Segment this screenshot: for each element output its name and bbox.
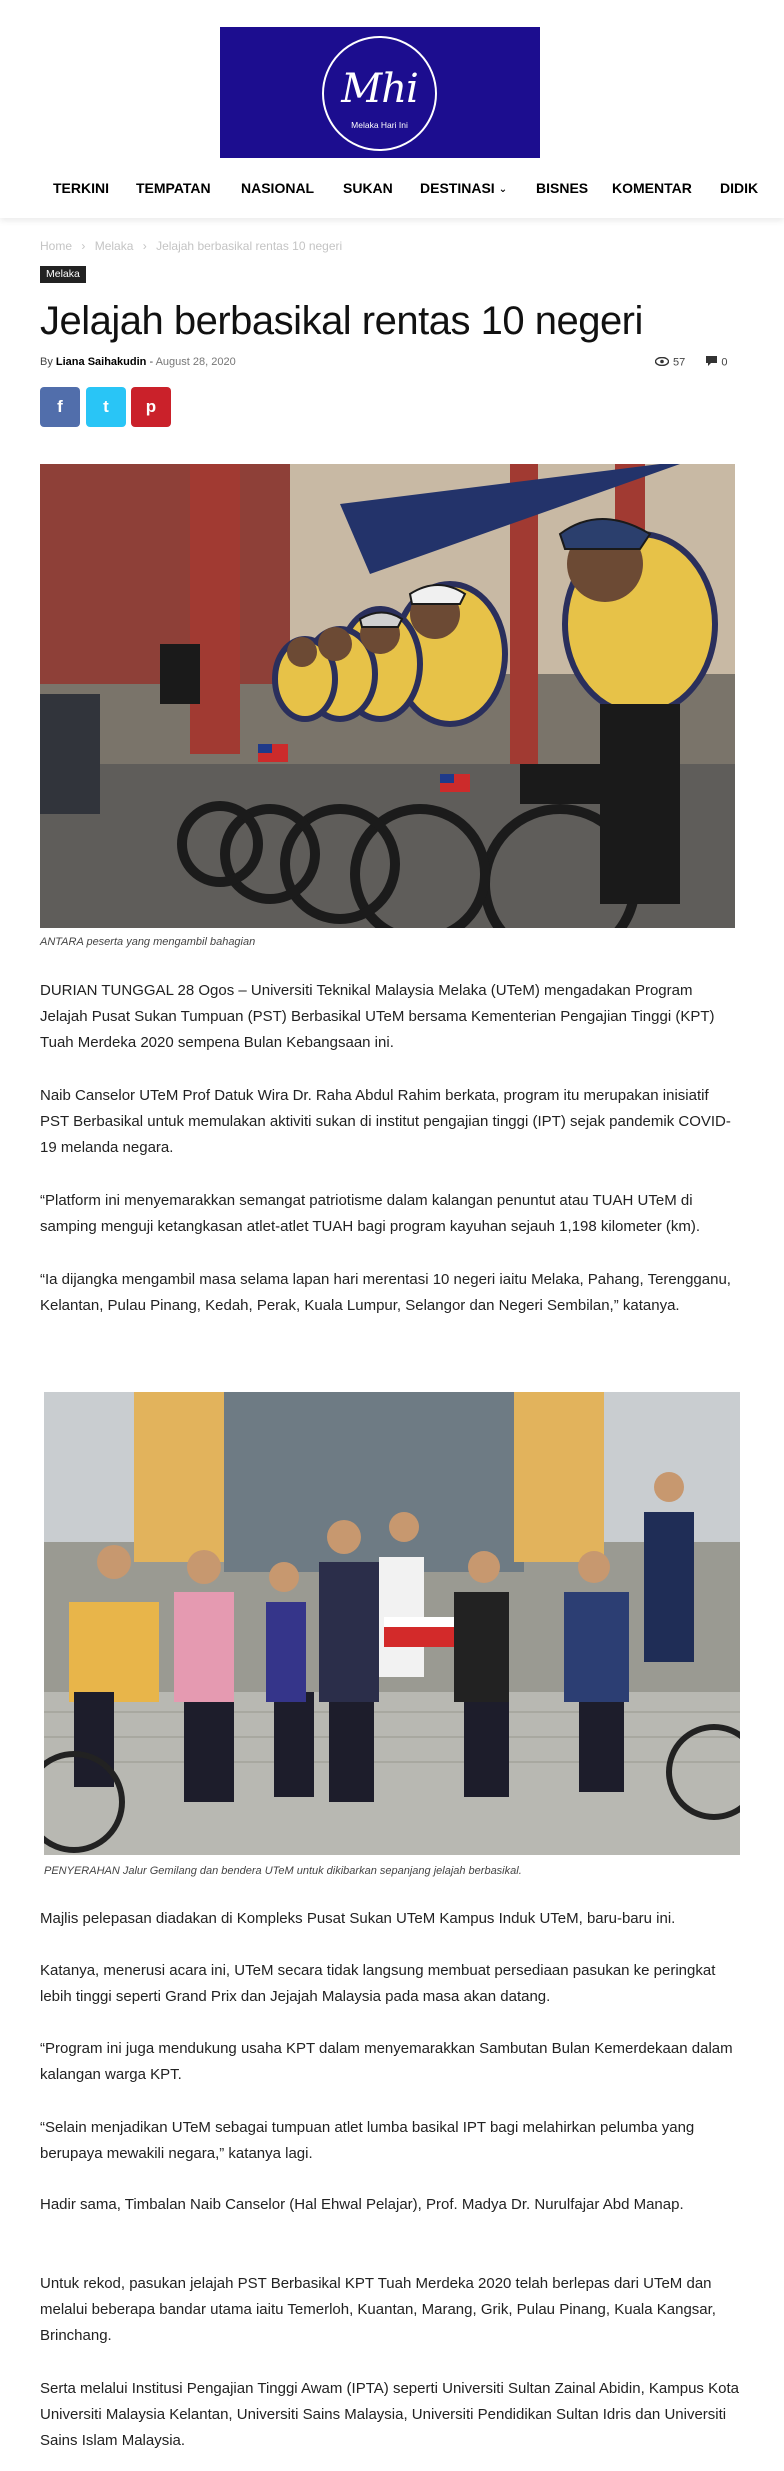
- nav-item-bisnes[interactable]: BISNES: [536, 180, 589, 196]
- article-paragraph: Katanya, menerusi acara ini, UTeM secara tidak langsung membuat persediaan pasukan ke peringkat lebih tinggi seperti Grand Prix dan Jejajah Malaysia pada masa akan datang.: [40, 1962, 716, 2005]
- article-paragraph: “Program ini juga mendukung usaha KPT dalam menyemarakkan Sambutan Bulan Kemerdekaan dalam kalangan warga KPT.: [40, 2040, 733, 2083]
- cyclists-photo: [40, 464, 735, 928]
- breadcrumb: [40, 239, 348, 253]
- article-paragraph: Majlis pelepasan diadakan di Kompleks Pusat Sukan UTeM Kampus Induk UTeM, baru-baru ini.: [40, 1910, 676, 1927]
- breadcrumb-home[interactable]: Home: [40, 239, 73, 253]
- photo-caption: PENYERAHAN Jalur Gemilang dan bendera UTeM untuk dikibarkan sepanjang jelajah berbasikal.: [44, 1865, 522, 1877]
- logo-circle: [322, 36, 437, 151]
- article-paragraph: DURIAN TUNGGAL 28 Ogos – Universiti Teknikal Malaysia Melaka (UTeM) mengadakan Program Jelajah Pusat Sukan Tumpuan (PST) Berbasikal UTeM bersama Kementerian Pengajian Tinggi (KPT) Tuah Merdeka 2020 sempena Bulan Kebangsaan ini.: [40, 982, 715, 1051]
- meta-separator: -: [149, 356, 154, 368]
- eye-icon: [655, 357, 669, 369]
- nav-item-sukan[interactable]: SUKAN: [343, 180, 393, 196]
- nav-item-destinasi[interactable]: [420, 180, 507, 196]
- breadcrumb-melaka[interactable]: Melaka: [94, 239, 134, 253]
- nav-item-komentar[interactable]: KOMENTAR: [612, 180, 692, 196]
- article-stats: [655, 356, 727, 369]
- article-meta: [40, 356, 236, 368]
- pinterest-share-button[interactable]: p: [131, 387, 171, 427]
- article-paragraph: Untuk rekod, pasukan jelajah PST Berbasikal KPT Tuah Merdeka 2020 telah berlepas dari UTeM dan melalui beberapa bandar utama iaitu Temerloh, Kuantan, Marang, Grik, Pulau Pinang, Kuala Kangsar, Brinchang.: [40, 2275, 716, 2344]
- comments-count[interactable]: 0: [721, 356, 728, 369]
- chevron-down-icon: ⌄: [498, 184, 508, 195]
- category-tag[interactable]: Melaka: [40, 266, 86, 283]
- site-header: [0, 0, 784, 218]
- article-paragraph: Hadir sama, Timbalan Naib Canselor (Hal Ehwal Pelajar), Prof. Madya Dr. Nurulfajar Abd Manap.: [40, 2196, 684, 2213]
- facebook-share-button[interactable]: f: [40, 387, 80, 427]
- article-paragraph: Serta melalui Institusi Pengajian Tinggi Awam (IPTA) seperti Universiti Sultan Zainal Abidin, Kampus Kota Universiti Malaysia Kelantan, Universiti Sains Malaysia, Universiti Pendidikan Sultan Idris dan Universiti Sains Islam Malaysia.: [40, 2380, 739, 2449]
- article-paragraph: “Selain menjadikan UTeM sebagai tumpuan atlet lumba basikal IPT bagi melahirkan pelumba yang berupaya mewakili negara,” katanya lagi.: [40, 2119, 695, 2162]
- nav-item-terkini[interactable]: TERKINI: [53, 180, 109, 196]
- by-label: By: [40, 356, 53, 368]
- main-nav: [0, 176, 784, 206]
- nav-item-destinasi-label: DESTINASI: [420, 180, 495, 196]
- nav-item-nasional[interactable]: NASIONAL: [241, 180, 315, 196]
- breadcrumb-current: Jelajah berbasikal rentas 10 negeri: [156, 239, 343, 253]
- publish-date: August 28, 2020: [155, 356, 236, 368]
- site-logo[interactable]: [220, 27, 540, 158]
- flag-handover-photo: [44, 1392, 740, 1855]
- breadcrumb-separator: ›: [142, 239, 147, 253]
- photo-caption: ANTARA peserta yang mengambil bahagian: [40, 936, 256, 948]
- comment-icon[interactable]: [706, 356, 717, 369]
- author-link[interactable]: Liana Saihakudin: [55, 356, 147, 368]
- breadcrumb-separator: ›: [81, 239, 86, 253]
- article-paragraph: Naib Canselor UTeM Prof Datuk Wira Dr. Raha Abdul Rahim berkata, program itu merupakan inisiatif PST Berbasikal untuk memulakan aktiviti sukan di institut pengajian tinggi (IPT) sejak pandemik COVID-19 melanda negara.: [40, 1087, 731, 1156]
- logo-subtitle: Melaka Hari Ini: [351, 120, 408, 130]
- article-paragraph: “Platform ini menyemarakkan semangat patriotisme dalam kalangan penuntut atau TUAH UTeM di samping menguji ketangkasan atlet-atlet TUAH bagi program kayuhan sejauh 1,198 kilometer (km).: [40, 1192, 701, 1235]
- nav-item-didik[interactable]: DIDIK: [720, 180, 759, 196]
- article-title: Jelajah berbasikal rentas 10 negeri: [40, 299, 643, 343]
- views-count: 57: [673, 356, 686, 369]
- article-paragraph: “Ia dijangka mengambil masa selama lapan hari merentasi 10 negeri iaitu Melaka, Pahang, Terengganu, Kelantan, Pulau Pinang, Kedah, Perak, Kuala Lumpur, Selangor dan Negeri Sembilan,” katanya.: [40, 1271, 731, 1314]
- twitter-share-button[interactable]: t: [86, 387, 126, 427]
- logo-text: Mhi: [341, 66, 418, 112]
- nav-item-tempatan[interactable]: TEMPATAN: [136, 180, 211, 196]
